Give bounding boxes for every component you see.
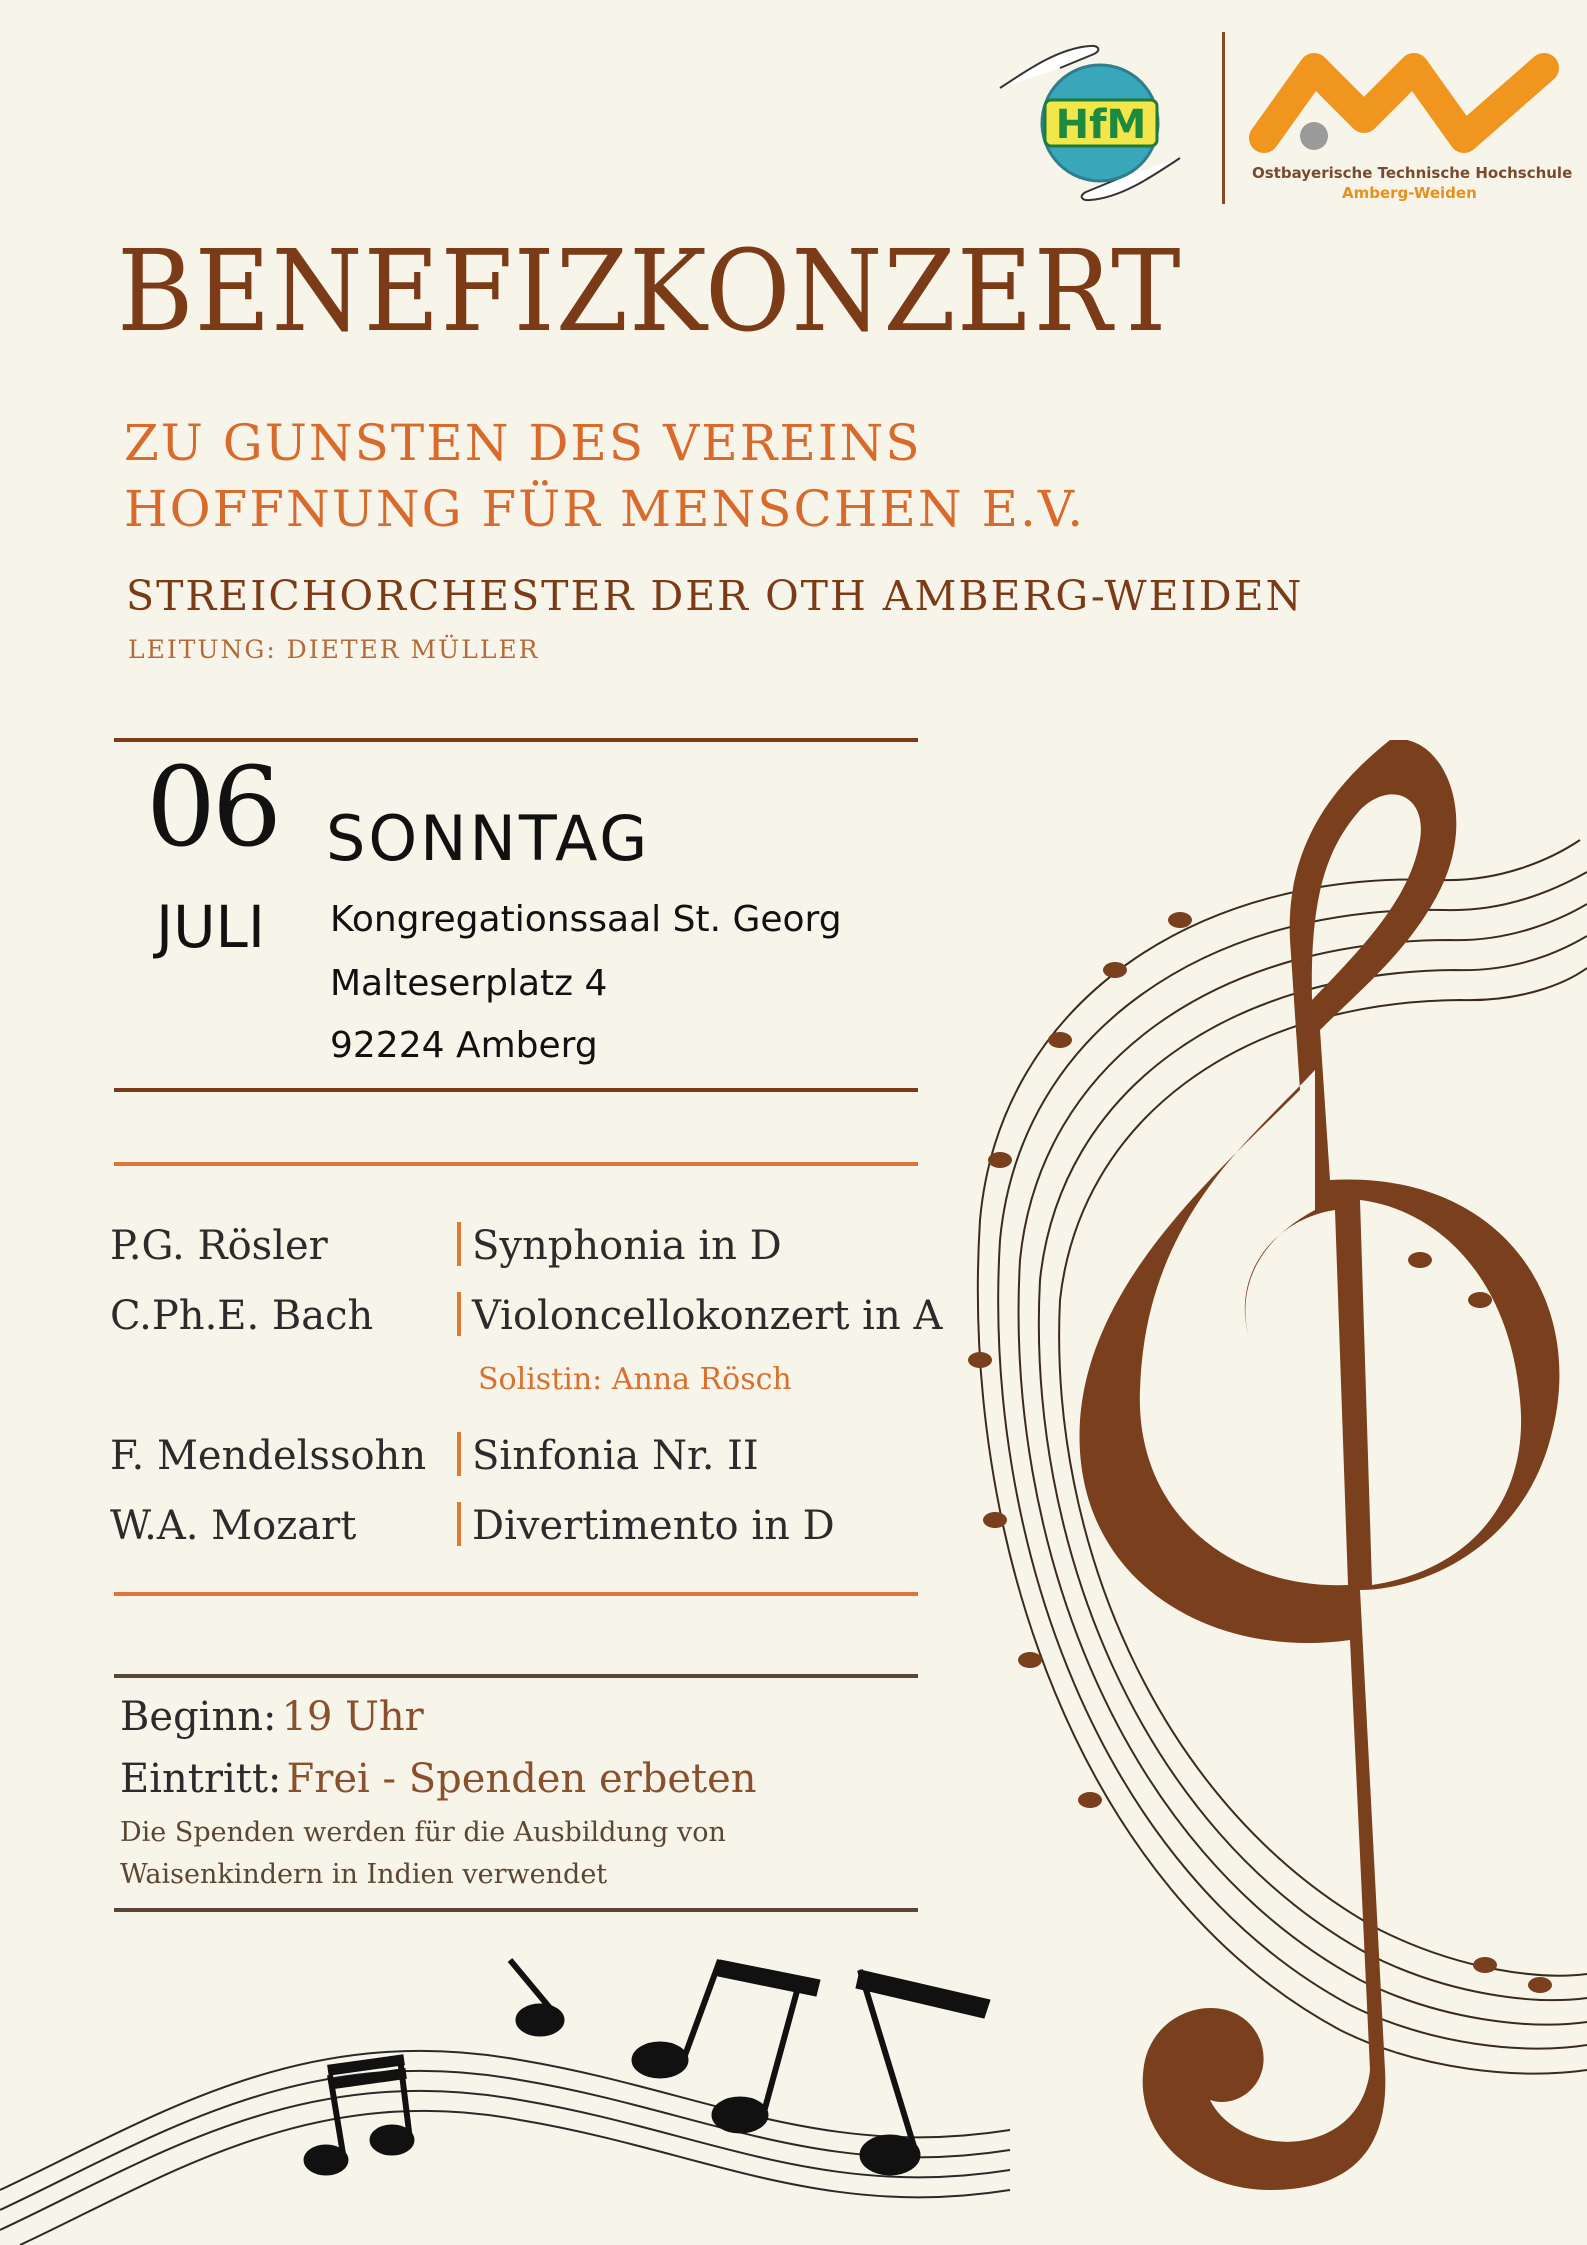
- program-work: Divertimento in D: [472, 1503, 835, 1549]
- logo-divider: [1222, 32, 1225, 204]
- treble-clef-icon: [940, 740, 1587, 2245]
- entry-value: Frei - Spenden erbeten: [286, 1756, 757, 1802]
- entry-info: [120, 1756, 757, 1802]
- divider-rule: [114, 1088, 918, 1092]
- oth-logo-icon: [1244, 38, 1564, 208]
- venue-street: Malteserplatz 4: [330, 963, 608, 1004]
- hfm-logo-text: HfM: [1055, 102, 1147, 148]
- logo-bar: [990, 28, 1573, 218]
- subtitle: [124, 410, 1085, 542]
- program-composer: W.A. Mozart: [110, 1503, 357, 1549]
- hfm-logo-icon: [990, 28, 1190, 218]
- program-work: Violoncellokonzert in A: [472, 1293, 943, 1339]
- begin-info: [120, 1694, 424, 1740]
- begin-value: 19 Uhr: [281, 1694, 424, 1740]
- program-separator: [457, 1432, 461, 1476]
- conductor-name: LEITUNG: DIETER MÜLLER: [128, 635, 540, 664]
- divider-rule: [114, 738, 918, 742]
- program-work: Sinfonia Nr. II: [472, 1433, 759, 1479]
- soloist: Solistin: Anna Rösch: [478, 1362, 792, 1397]
- donation-note: [120, 1812, 726, 1896]
- program-composer: C.Ph.E. Bach: [110, 1293, 374, 1339]
- donation-note-line-2: Waisenkindern in Indien verwendet: [120, 1859, 608, 1890]
- subtitle-line-2: HOFFNUNG FÜR MENSCHEN E.V.: [124, 480, 1086, 538]
- begin-label: Beginn:: [120, 1694, 277, 1740]
- program-work: Synphonia in D: [472, 1223, 782, 1269]
- venue-city: 92224 Amberg: [330, 1025, 598, 1066]
- event-weekday: SONNTAG: [326, 802, 651, 875]
- divider-rule: [114, 1674, 918, 1678]
- music-notes-icon: [0, 1940, 1020, 2245]
- program-separator: [457, 1292, 461, 1336]
- orchestra-name: STREICHORCHESTER DER OTH AMBERG-WEIDEN: [126, 572, 1304, 620]
- event-month: JULI: [156, 893, 265, 961]
- program-composer: F. Mendelssohn: [110, 1433, 427, 1479]
- program-composer: P.G. Rösler: [110, 1223, 328, 1269]
- subtitle-line-1: ZU GUNSTEN DES VEREINS: [124, 414, 922, 472]
- donation-note-line-1: Die Spenden werden für die Ausbildung von: [120, 1817, 726, 1848]
- page-title: BENEFIZKONZERT: [117, 227, 1182, 357]
- program-separator: [457, 1502, 461, 1546]
- entry-label: Eintritt:: [120, 1756, 282, 1802]
- divider-rule: [114, 1592, 918, 1596]
- oth-name: Ostbayerische Technische Hochschule: [1252, 164, 1573, 182]
- oth-city: Amberg-Weiden: [1342, 184, 1477, 202]
- divider-rule: [114, 1162, 918, 1166]
- program-separator: [457, 1222, 461, 1266]
- event-day: 06: [146, 743, 278, 871]
- divider-rule: [114, 1908, 918, 1912]
- venue-name: Kongregationssaal St. Georg: [330, 899, 842, 940]
